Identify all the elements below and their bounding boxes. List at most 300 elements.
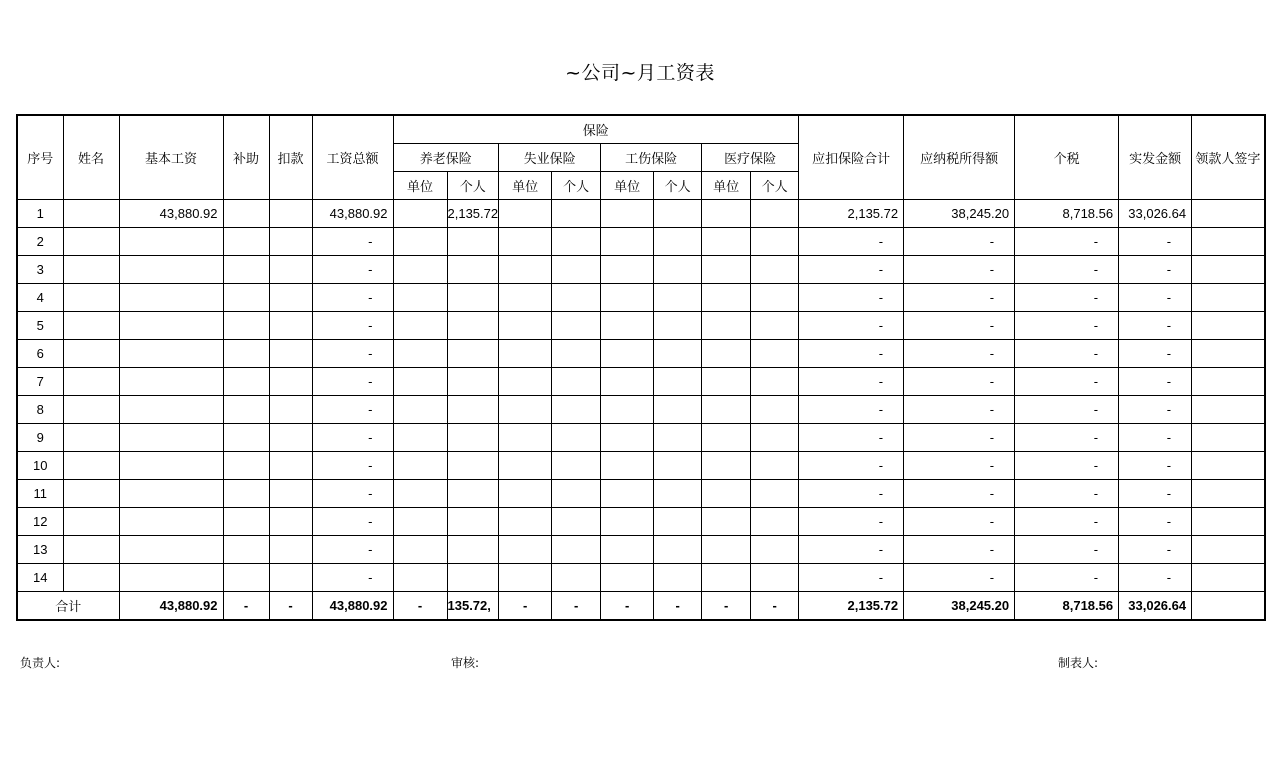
cell-insurance-total[interactable]: - [799,340,904,368]
cell-deduction[interactable] [269,452,312,480]
sheet-title: ~公司~月工资表 [565,62,715,84]
cell-unemployment-employer[interactable] [499,536,552,564]
cell-allowance[interactable] [223,200,269,228]
cell-injury-personal[interactable] [654,312,702,340]
total-net[interactable]: 33,026.64 [1119,592,1192,621]
cell-unemployment-employer[interactable] [499,480,552,508]
cell-seq[interactable]: 8 [17,396,63,424]
cell-unemployment-employer[interactable] [499,256,552,284]
total-unemployment-employer[interactable]: - [499,592,552,621]
cell-taxable[interactable]: - [904,452,1015,480]
cell-injury-employer[interactable] [601,340,654,368]
cell-allowance[interactable] [223,228,269,256]
cell-net[interactable]: - [1119,564,1192,592]
cell-base-salary[interactable] [119,536,223,564]
cell-medical-personal[interactable] [751,480,799,508]
cell-allowance[interactable] [223,312,269,340]
cell-unemployment-personal[interactable] [552,256,601,284]
cell-injury-employer[interactable] [601,368,654,396]
cell-name[interactable] [63,368,119,396]
cell-gross[interactable]: - [312,564,393,592]
cell-tax[interactable]: - [1015,508,1119,536]
cell-unemployment-personal[interactable] [552,424,601,452]
cell-gross[interactable]: - [312,536,393,564]
cell-pension-personal[interactable] [447,312,499,340]
cell-medical-employer[interactable] [702,396,751,424]
cell-insurance-total[interactable]: - [799,452,904,480]
cell-net[interactable]: - [1119,340,1192,368]
cell-seq[interactable]: 10 [17,452,63,480]
cell-base-salary[interactable] [119,256,223,284]
cell-taxable[interactable]: 38,245.20 [904,200,1015,228]
cell-signature[interactable] [1192,312,1265,340]
total-base-salary[interactable]: 43,880.92 [119,592,223,621]
cell-tax[interactable]: - [1015,340,1119,368]
cell-unemployment-personal[interactable] [552,396,601,424]
cell-gross[interactable]: - [312,368,393,396]
cell-allowance[interactable] [223,536,269,564]
cell-tax[interactable]: - [1015,564,1119,592]
cell-net[interactable]: - [1119,452,1192,480]
cell-unemployment-employer[interactable] [499,312,552,340]
cell-net[interactable]: 33,026.64 [1119,200,1192,228]
cell-gross[interactable]: - [312,424,393,452]
cell-medical-employer[interactable] [702,200,751,228]
cell-insurance-total[interactable]: - [799,368,904,396]
cell-signature[interactable] [1192,200,1265,228]
total-gross[interactable]: 43,880.92 [312,592,393,621]
cell-unemployment-employer[interactable] [499,424,552,452]
cell-base-salary[interactable] [119,452,223,480]
total-medical-employer[interactable]: - [702,592,751,621]
cell-injury-employer[interactable] [601,200,654,228]
cell-injury-personal[interactable] [654,228,702,256]
header-pension: 养老保险 [393,144,499,172]
cell-taxable[interactable]: - [904,368,1015,396]
cell-unemployment-employer[interactable] [499,228,552,256]
cell-deduction[interactable] [269,228,312,256]
cell-insurance-total[interactable]: - [799,256,904,284]
cell-gross[interactable]: - [312,228,393,256]
cell-deduction[interactable] [269,424,312,452]
cell-medical-employer[interactable] [702,424,751,452]
cell-deduction[interactable] [269,284,312,312]
cell-medical-personal[interactable] [751,368,799,396]
salary-table [16,114,1266,621]
cell-deduction[interactable] [269,536,312,564]
cell-signature[interactable] [1192,508,1265,536]
cell-tax[interactable]: - [1015,396,1119,424]
cell-injury-personal[interactable] [654,340,702,368]
cell-medical-personal[interactable] [751,284,799,312]
cell-pension-personal[interactable]: 2,135.72 [447,200,499,228]
total-pension-employer[interactable]: - [393,592,447,621]
cell-medical-employer[interactable] [702,368,751,396]
cell-allowance[interactable] [223,564,269,592]
cell-net[interactable]: - [1119,396,1192,424]
cell-taxable[interactable]: - [904,396,1015,424]
cell-gross[interactable]: - [312,340,393,368]
total-injury-personal[interactable]: - [654,592,702,621]
cell-injury-personal[interactable] [654,424,702,452]
cell-gross[interactable]: - [312,452,393,480]
cell-tax[interactable]: - [1015,312,1119,340]
total-label[interactable]: 合计 [17,592,119,621]
cell-tax[interactable]: - [1015,368,1119,396]
cell-medical-employer[interactable] [702,284,751,312]
cell-deduction[interactable] [269,396,312,424]
cell-medical-personal[interactable] [751,256,799,284]
cell-name[interactable] [63,452,119,480]
cell-insurance-total[interactable]: - [799,424,904,452]
cell-medical-employer[interactable] [702,564,751,592]
cell-unemployment-personal[interactable] [552,340,601,368]
cell-signature[interactable] [1192,396,1265,424]
cell-medical-employer[interactable] [702,536,751,564]
cell-taxable[interactable]: - [904,256,1015,284]
cell-pension-employer[interactable] [393,396,447,424]
cell-deduction[interactable] [269,200,312,228]
cell-deduction[interactable] [269,564,312,592]
cell-base-salary[interactable] [119,396,223,424]
cell-tax[interactable]: - [1015,536,1119,564]
cell-name[interactable] [63,284,119,312]
cell-pension-employer[interactable] [393,200,447,228]
cell-pension-employer[interactable] [393,368,447,396]
cell-unemployment-personal[interactable] [552,452,601,480]
cell-seq[interactable]: 3 [17,256,63,284]
cell-unemployment-employer[interactable] [499,368,552,396]
cell-name[interactable] [63,228,119,256]
cell-base-salary[interactable] [119,312,223,340]
cell-taxable[interactable]: - [904,312,1015,340]
cell-deduction[interactable] [269,340,312,368]
cell-pension-personal[interactable] [447,508,499,536]
cell-allowance[interactable] [223,424,269,452]
cell-injury-personal[interactable] [654,284,702,312]
cell-pension-personal[interactable] [447,368,499,396]
cell-net[interactable]: - [1119,480,1192,508]
table-row [17,340,1265,368]
cell-insurance-total[interactable]: - [799,536,904,564]
cell-injury-employer[interactable] [601,228,654,256]
cell-base-salary[interactable] [119,340,223,368]
cell-injury-employer[interactable] [601,564,654,592]
cell-unemployment-employer[interactable] [499,452,552,480]
cell-net[interactable]: - [1119,256,1192,284]
cell-allowance[interactable] [223,508,269,536]
cell-medical-personal[interactable] [751,396,799,424]
cell-signature[interactable] [1192,452,1265,480]
cell-seq[interactable]: 4 [17,284,63,312]
cell-injury-employer[interactable] [601,536,654,564]
cell-injury-personal[interactable] [654,536,702,564]
cell-name[interactable] [63,340,119,368]
cell-signature[interactable] [1192,228,1265,256]
cell-seq[interactable]: 13 [17,536,63,564]
cell-insurance-total[interactable]: - [799,396,904,424]
cell-unemployment-personal[interactable] [552,200,601,228]
cell-seq[interactable]: 2 [17,228,63,256]
cell-tax[interactable]: - [1015,480,1119,508]
cell-medical-personal[interactable] [751,312,799,340]
cell-net[interactable]: - [1119,508,1192,536]
cell-taxable[interactable]: - [904,228,1015,256]
cell-tax[interactable]: - [1015,228,1119,256]
cell-tax[interactable]: - [1015,452,1119,480]
cell-injury-personal[interactable] [654,200,702,228]
cell-unemployment-personal[interactable] [552,368,601,396]
cell-pension-employer[interactable] [393,564,447,592]
cell-insurance-total[interactable]: - [799,508,904,536]
cell-gross[interactable]: - [312,284,393,312]
cell-injury-employer[interactable] [601,396,654,424]
cell-net[interactable]: - [1119,536,1192,564]
cell-pension-employer[interactable] [393,480,447,508]
cell-pension-personal[interactable] [447,564,499,592]
cell-name[interactable] [63,256,119,284]
cell-unemployment-personal[interactable] [552,508,601,536]
cell-seq[interactable]: 11 [17,480,63,508]
cell-injury-employer[interactable] [601,312,654,340]
cell-tax[interactable]: 8,718.56 [1015,200,1119,228]
cell-deduction[interactable] [269,368,312,396]
cell-unemployment-employer[interactable] [499,396,552,424]
cell-medical-employer[interactable] [702,452,751,480]
cell-medical-personal[interactable] [751,200,799,228]
cell-unemployment-personal[interactable] [552,564,601,592]
cell-insurance-total[interactable]: - [799,284,904,312]
table-row [17,564,1265,592]
cell-medical-personal[interactable] [751,424,799,452]
header-seq: 序号 [17,115,63,200]
cell-taxable[interactable]: - [904,536,1015,564]
cell-name[interactable] [63,508,119,536]
cell-name[interactable] [63,536,119,564]
cell-signature[interactable] [1192,368,1265,396]
cell-allowance[interactable] [223,480,269,508]
total-injury-employer[interactable]: - [601,592,654,621]
cell-pension-employer[interactable] [393,228,447,256]
cell-medical-employer[interactable] [702,312,751,340]
total-unemployment-personal[interactable]: - [552,592,601,621]
cell-injury-personal[interactable] [654,480,702,508]
cell-base-salary[interactable] [119,424,223,452]
header-pension-personal: 个人 [447,172,499,200]
cell-seq[interactable]: 14 [17,564,63,592]
cell-signature[interactable] [1192,564,1265,592]
cell-unemployment-employer[interactable] [499,200,552,228]
cell-signature[interactable] [1192,340,1265,368]
cell-net[interactable]: - [1119,424,1192,452]
cell-seq[interactable]: 12 [17,508,63,536]
cell-unemployment-personal[interactable] [552,228,601,256]
cell-pension-employer[interactable] [393,424,447,452]
cell-medical-employer[interactable] [702,340,751,368]
cell-medical-employer[interactable] [702,256,751,284]
total-pension-personal[interactable]: ,135.72 [447,592,499,621]
cell-pension-employer[interactable] [393,452,447,480]
cell-net[interactable]: - [1119,284,1192,312]
cell-base-salary[interactable] [119,228,223,256]
cell-medical-personal[interactable] [751,452,799,480]
cell-allowance[interactable] [223,452,269,480]
cell-pension-personal[interactable] [447,340,499,368]
cell-gross[interactable]: - [312,508,393,536]
cell-pension-personal[interactable] [447,480,499,508]
cell-pension-personal[interactable] [447,396,499,424]
total-taxable[interactable]: 38,245.20 [904,592,1015,621]
header-unemployment-personal: 个人 [552,172,601,200]
cell-insurance-total[interactable]: - [799,228,904,256]
cell-taxable[interactable]: - [904,508,1015,536]
cell-seq[interactable]: 6 [17,340,63,368]
cell-seq[interactable]: 7 [17,368,63,396]
cell-injury-employer[interactable] [601,256,654,284]
cell-signature[interactable] [1192,480,1265,508]
cell-pension-personal[interactable] [447,452,499,480]
cell-insurance-total[interactable]: - [799,480,904,508]
cell-pension-employer[interactable] [393,284,447,312]
cell-taxable[interactable]: - [904,424,1015,452]
table-row [17,536,1265,564]
cell-deduction[interactable] [269,480,312,508]
cell-injury-employer[interactable] [601,284,654,312]
table-row [17,508,1265,536]
cell-seq[interactable]: 9 [17,424,63,452]
cell-base-salary[interactable] [119,480,223,508]
cell-allowance[interactable] [223,340,269,368]
cell-medical-personal[interactable] [751,228,799,256]
cell-gross[interactable]: 43,880.92 [312,200,393,228]
cell-insurance-total[interactable]: 2,135.72 [799,200,904,228]
cell-allowance[interactable] [223,284,269,312]
cell-unemployment-employer[interactable] [499,508,552,536]
cell-injury-personal[interactable] [654,368,702,396]
cell-unemployment-personal[interactable] [552,480,601,508]
cell-gross[interactable]: - [312,480,393,508]
cell-base-salary[interactable] [119,368,223,396]
cell-medical-personal[interactable] [751,340,799,368]
cell-pension-employer[interactable] [393,256,447,284]
cell-pension-personal[interactable] [447,284,499,312]
total-tax[interactable]: 8,718.56 [1015,592,1119,621]
cell-medical-personal[interactable] [751,508,799,536]
cell-medical-employer[interactable] [702,228,751,256]
cell-net[interactable]: - [1119,228,1192,256]
header-tax: 个税 [1015,115,1119,200]
cell-injury-personal[interactable] [654,396,702,424]
cell-signature[interactable] [1192,284,1265,312]
cell-insurance-total[interactable]: - [799,564,904,592]
cell-name[interactable] [63,396,119,424]
cell-injury-employer[interactable] [601,452,654,480]
cell-deduction[interactable] [269,508,312,536]
cell-tax[interactable]: - [1015,284,1119,312]
cell-injury-personal[interactable] [654,256,702,284]
total-signature[interactable] [1192,592,1265,621]
cell-pension-personal[interactable] [447,536,499,564]
cell-net[interactable]: - [1119,312,1192,340]
cell-pension-employer[interactable] [393,508,447,536]
cell-injury-employer[interactable] [601,424,654,452]
cell-allowance[interactable] [223,396,269,424]
cell-pension-employer[interactable] [393,312,447,340]
cell-net[interactable]: - [1119,368,1192,396]
cell-name[interactable] [63,424,119,452]
cell-injury-personal[interactable] [654,452,702,480]
cell-name[interactable] [63,480,119,508]
cell-taxable[interactable]: - [904,284,1015,312]
cell-name[interactable] [63,200,119,228]
cell-injury-employer[interactable] [601,508,654,536]
cell-medical-personal[interactable] [751,564,799,592]
cell-injury-personal[interactable] [654,508,702,536]
cell-deduction[interactable] [269,312,312,340]
cell-unemployment-employer[interactable] [499,284,552,312]
cell-insurance-total[interactable]: - [799,312,904,340]
cell-tax[interactable]: - [1015,256,1119,284]
total-deduction[interactable]: - [269,592,312,621]
cell-unemployment-personal[interactable] [552,536,601,564]
total-insurance-total[interactable]: 2,135.72 [799,592,904,621]
cell-taxable[interactable]: - [904,480,1015,508]
cell-taxable[interactable]: - [904,340,1015,368]
cell-pension-personal[interactable] [447,256,499,284]
cell-allowance[interactable] [223,368,269,396]
cell-unemployment-employer[interactable] [499,564,552,592]
cell-gross[interactable]: - [312,312,393,340]
cell-medical-personal[interactable] [751,536,799,564]
cell-seq[interactable]: 5 [17,312,63,340]
cell-signature[interactable] [1192,256,1265,284]
cell-deduction[interactable] [269,256,312,284]
cell-gross[interactable]: - [312,256,393,284]
cell-signature[interactable] [1192,536,1265,564]
cell-allowance[interactable] [223,256,269,284]
cell-base-salary[interactable] [119,284,223,312]
cell-pension-employer[interactable] [393,536,447,564]
cell-tax[interactable]: - [1015,424,1119,452]
table-row [17,312,1265,340]
cell-pension-personal[interactable] [447,228,499,256]
cell-signature[interactable] [1192,424,1265,452]
cell-medical-employer[interactable] [702,508,751,536]
header-injury-employer: 单位 [601,172,654,200]
cell-base-salary[interactable] [119,564,223,592]
header-name: 姓名 [63,115,119,200]
cell-name[interactable] [63,312,119,340]
cell-seq[interactable]: 1 [17,200,63,228]
total-allowance[interactable]: - [223,592,269,621]
cell-name[interactable] [63,564,119,592]
cell-taxable[interactable]: - [904,564,1015,592]
cell-unemployment-employer[interactable] [499,340,552,368]
cell-injury-personal[interactable] [654,564,702,592]
cell-pension-personal[interactable] [447,424,499,452]
cell-base-salary[interactable] [119,508,223,536]
cell-gross[interactable]: - [312,396,393,424]
header-insurance: 保险 [393,115,799,144]
table-row [17,452,1265,480]
cell-unemployment-personal[interactable] [552,312,601,340]
cell-injury-employer[interactable] [601,480,654,508]
total-medical-personal[interactable]: - [751,592,799,621]
cell-medical-employer[interactable] [702,480,751,508]
cell-pension-employer[interactable] [393,340,447,368]
cell-base-salary[interactable]: 43,880.92 [119,200,223,228]
cell-unemployment-personal[interactable] [552,284,601,312]
